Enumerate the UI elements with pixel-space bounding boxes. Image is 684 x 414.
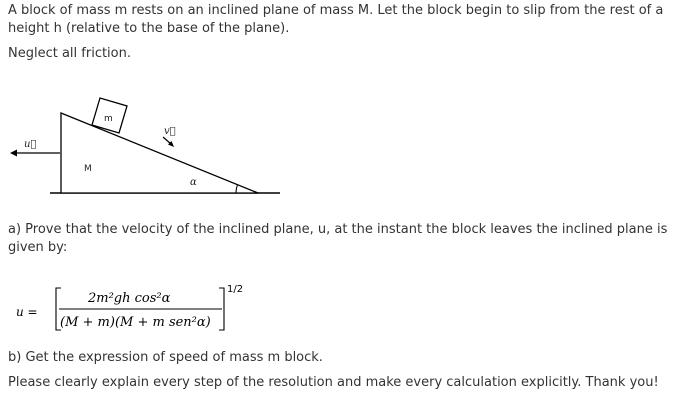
plane-velocity-label: u⃗ bbox=[24, 139, 37, 150]
part-a-text: a) Prove that the velocity of the inclined plane, u, at the instant the block leaves the inclined plane is given by: bbox=[8, 222, 668, 255]
block-velocity-label: v⃗ bbox=[164, 126, 176, 137]
block-label: m bbox=[104, 114, 113, 124]
part-b-text: b) Get the expression of speed of mass m block. bbox=[8, 350, 323, 365]
closing-text: Please clearly explain every step of the resolution and make every calculation explicitly. Thank you! bbox=[8, 375, 659, 390]
formula-exponent: 1/2 bbox=[227, 284, 244, 295]
friction-note: Neglect all friction. bbox=[8, 46, 131, 61]
velocity-formula bbox=[8, 281, 268, 337]
angle-label: α bbox=[190, 177, 197, 188]
problem-intro: A block of mass m rests on an inclined plane of mass M. Let the block begin to slip from the rest of a height h (relative to the base of the plane). bbox=[8, 3, 664, 36]
formula-lhs: u = bbox=[16, 305, 38, 319]
inclined-plane-figure bbox=[10, 93, 282, 197]
plane-label: M bbox=[84, 164, 92, 174]
inclined-plane-wedge bbox=[61, 113, 258, 193]
plane-velocity-arrowhead bbox=[10, 150, 17, 157]
formula-numerator: 2m²gh cos²α bbox=[88, 291, 171, 306]
formula-denominator: (M + m)(M + m sen²α) bbox=[60, 315, 211, 330]
